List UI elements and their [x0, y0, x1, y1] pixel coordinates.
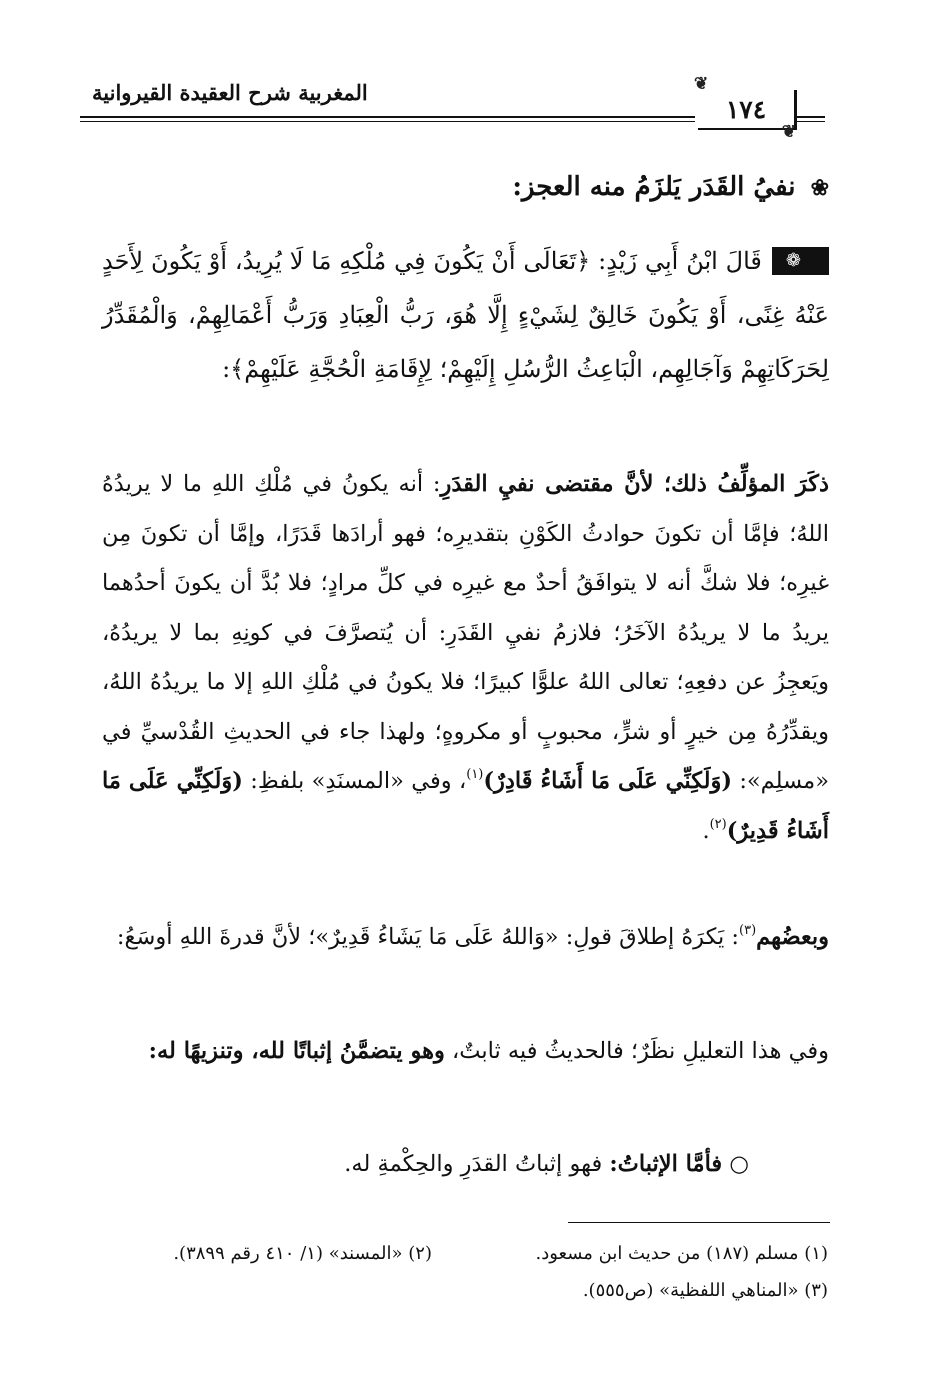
bullet-item [102, 1140, 829, 1190]
commentary-paragraph [102, 460, 829, 856]
paragraph-text: وفي هذا التعليلِ نظَرٌ؛ فالحديثُ فيه ثابتٌ، [444, 1038, 829, 1064]
running-header [80, 70, 825, 140]
flower-icon: ❀ [810, 175, 829, 201]
hadith-quote: (وَلَكِنِّي عَلَى مَا أَشَاءُ قَادِرٌ) [483, 768, 732, 794]
paragraph-bold: وهو يتضمَّنُ إثباتًا لله، وتنزيهًا له: [148, 1038, 445, 1064]
paragraph-lead: ذكَرَ المؤلِّفُ ذلك؛ لأنَّ مقتضى نفيِ القدَرِ [440, 471, 829, 497]
matn-quote [102, 234, 829, 396]
page-number-box [694, 74, 797, 142]
ornament-icon: ❦ [694, 74, 709, 94]
paragraph-text: : يَكرَهُ إطلاقَ قولِ: «وَاللهُ عَلَى مَا يَشَاءُ قَدِيرٌ»؛ لأنَّ قدرةَ اللهِ أوسَعُ: [116, 924, 740, 950]
footnote: (١) مسلم (١٨٧) من حديث ابن مسعود. [535, 1243, 828, 1264]
page-number: ١٧٤ [725, 94, 767, 124]
footnote-ref[interactable]: (٣) [739, 923, 757, 938]
ornament-icon: ❦ [781, 122, 796, 142]
bullet-text: فهو إثباتُ القدَرِ والحِكْمةِ له. [344, 1151, 610, 1177]
header-rule-thin [80, 121, 695, 122]
section-heading [129, 172, 829, 202]
hadith-quote: (وَلَكِنِّي عَلَى مَا أَشَاءُ قَدِيرٌ) [102, 768, 829, 844]
footnote: (٢) «المسند» (١/ ٤١٠ رقم ٣٨٩٩). [173, 1243, 432, 1264]
footnote-ref[interactable]: (١) [466, 767, 484, 782]
header-rule [80, 116, 695, 118]
footnote-separator [568, 1222, 830, 1223]
paragraph-text: . [702, 817, 710, 844]
bullet-lead: فأمَّا الإثباتُ: [609, 1151, 723, 1177]
footnote-ref[interactable]: (٢) [709, 816, 727, 832]
book-title: المغربية شرح العقيدة القيروانية [92, 80, 368, 105]
header-rule-tail [797, 116, 825, 118]
commentary-paragraph [102, 913, 829, 963]
paragraph-text: : أنه يكونُ في مُلْكِ اللهِ ما لا يريدُهُ اللهُ؛ فإمَّا أن تكونَ حوادثُ الكَوْنِ بتقديرِه؛ فهو أرادَها قَدَرًا، وإمَّا أن تكونَ مِن غيرِه؛ فلا شكَّ أنه لا يتوافَقُ أحدٌ مع غيرِه في كلِّ مرادٍ؛ فلا بُدَّ أن يكونَ أحدُهما يريدُ ما لا يريدُهُ الآخَرُ؛ فلازمُ نفيِ القَدَرِ: أن يُتصرَّفَ في كونِهِ بما لا يريدُهُ، ويَعجِزُ عن دفعِهِ؛ تعالى اللهُ علوًّا كبيرًا؛ فلا يكونُ في مُلْكِ اللهِ إلا ما يريدُهُ اللهُ، ويقدِّرُهُ مِن خيرٍ أو شرٍّ، محبوبٍ أو مكروهٍ؛ ولهذا جاء في الحديثِ القُدْسيِّ في «مسلِم»: [102, 471, 829, 794]
matn-text: قَالَ ابْنُ أَبِي زَيْدٍ: ﴿تَعَالَى أَنْ يَكُونَ فِي مُلْكِهِ مَا لَا يُرِيدُ، أَوْ يَكُونَ لِأَحَدٍ عَنْهُ غِنًى، أَوْ يَكُونَ خَالِقٌ لِشَيْءٍ إِلَّا هُوَ، رَبُّ الْعِبَادِ وَرَبُّ أَعْمَالِهِمْ، وَالْمُقَدِّرُ لِحَرَكَاتِهِمْ وَآجَالِهِم، الْبَاعِثُ الرُّسُلِ إِلَيْهِمْ؛ لِإِقَامَةِ الْحُجَّةِ عَلَيْهِمْ﴾: [102, 247, 829, 383]
matn-badge-icon: ❁ [772, 247, 829, 275]
paragraph-text: ، وفي «المسنَدِ» بلفظِ: [250, 768, 467, 794]
commentary-paragraph [102, 1027, 829, 1077]
paragraph-lead: وبعضُهم [756, 924, 829, 950]
section-heading-text: نفيُ القَدَر يَلزَمُ منه العجز: [512, 172, 796, 202]
footnote: (٣) «المناهي اللفظية» (ص٥٥٥). [582, 1280, 828, 1301]
bullet-marker-icon: ○ [729, 1151, 749, 1177]
header-rule-tail-thin [797, 121, 825, 122]
